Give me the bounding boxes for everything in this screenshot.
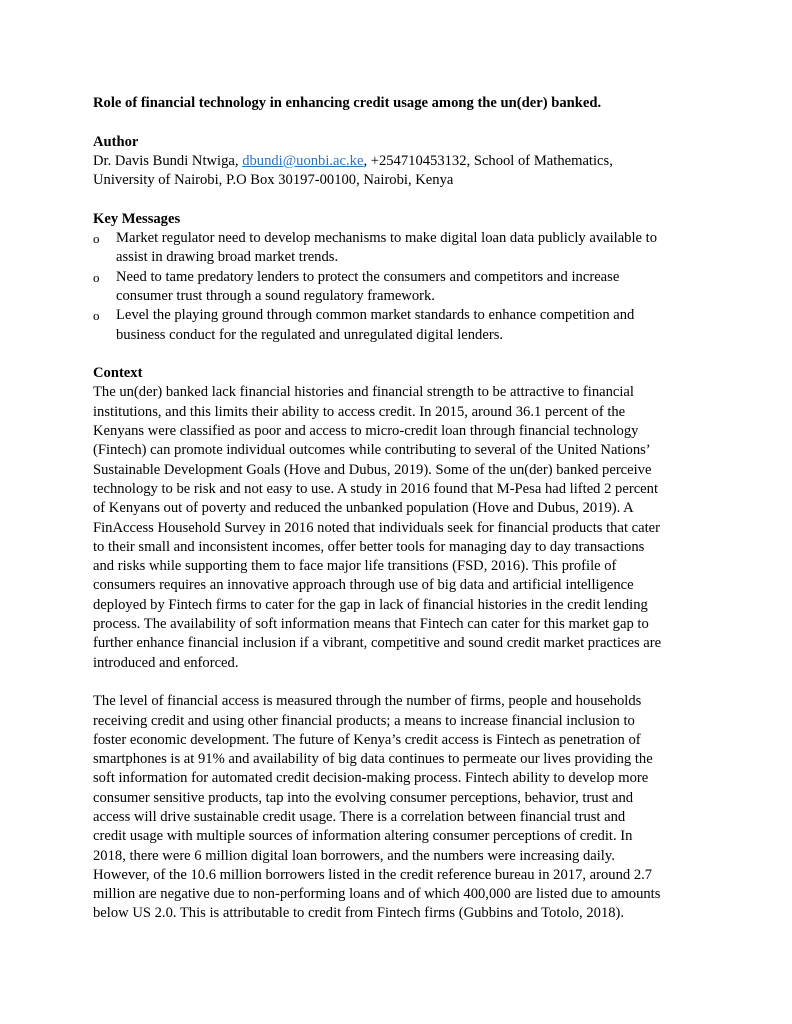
key-message-line: Need to tame predatory lenders to protect the consumers and competitors and increase <box>116 268 620 285</box>
paragraph-line: of Kenyans out of poverty and reduced the unbanked population (Hove and Dubus, 2019). A <box>93 500 634 517</box>
document-page <box>93 94 705 924</box>
paragraph-line: FinAccess Household Survey in 2016 noted that individuals seek for financial products that cater <box>93 519 660 536</box>
key-message-line: business conduct for the regulated and unregulated digital lenders. <box>116 326 504 343</box>
context-section <box>93 364 705 924</box>
paragraph-line: The un(der) banked lack financial histories and financial strength to be attractive to financial <box>93 384 634 401</box>
key-message-item <box>93 306 705 345</box>
key-messages-list <box>93 229 705 345</box>
paragraph-line: However, of the 10.6 million borrowers listed in the credit reference bureau in 2017, around 2.7 <box>93 866 653 883</box>
key-messages-heading: Key Messages <box>93 210 181 227</box>
paragraph-line: access will drive sustainable credit usage. There is a correlation between financial trust and <box>93 808 626 825</box>
paragraph-line: (Fintech) can promote individual outcomes while contributing to several of the United Nations’ <box>93 442 651 459</box>
paragraph-line: process. The availability of soft information means that Fintech can cater for this market gap to <box>93 616 649 633</box>
context-paragraph-1 <box>93 383 705 672</box>
key-message-line: assist in drawing broad market trends. <box>116 249 339 266</box>
paragraph-line: credit usage with multiple sources of information altering consumer perceptions of credit. In <box>93 828 633 845</box>
paragraph-line: consumers requires an innovative approach through use of big data and artificial intelligence <box>93 577 634 594</box>
author-section <box>93 133 705 191</box>
key-message-line: Level the playing ground through common market standards to enhance competition and <box>116 307 635 324</box>
paragraph-line: institutions, and this limits their ability to access credit. In 2015, around 36.1 percent of the <box>93 403 626 420</box>
paragraph-line: million are negative due to non-performing loans and of which 400,000 are listed due to amounts <box>93 886 661 903</box>
paragraph-line: below US 2.0. This is attributable to credit from Fintech firms (Gubbins and Totolo, 2018). <box>93 905 625 922</box>
key-message-line: Market regulator need to develop mechanisms to make digital loan data publicly available to <box>116 230 658 247</box>
paragraph-line: deployed by Fintech firms to cater for the gap in lack of financial histories in the credit lending <box>93 596 648 613</box>
author-name: Dr. Davis Bundi Ntwiga, <box>93 152 243 169</box>
context-paragraph-2 <box>93 692 705 924</box>
hollow-circle-bullet-icon: o <box>93 308 100 324</box>
key-messages-section <box>93 210 705 345</box>
author-address: University of Nairobi, P.O Box 30197-00100, Nairobi, Kenya <box>93 172 454 189</box>
paragraph-line: 2018, there were 6 million digital loan borrowers, and the numbers were increasing daily. <box>93 847 615 864</box>
paragraph-line: Kenyans were classified as poor and access to micro-credit loan through financial technology <box>93 423 639 440</box>
paragraph-line: consumer sensitive products, tap into the evolving consumer perceptions, behavior, trust and <box>93 789 634 806</box>
context-heading: Context <box>93 365 143 382</box>
paragraph-line: foster economic development. The future of Kenya’s credit access is Fintech as penetration of <box>93 731 641 748</box>
key-message-item <box>93 268 705 307</box>
paragraph-line: soft information for automated credit decision-making process. Fintech ability to develop more <box>93 770 649 787</box>
author-heading: Author <box>93 133 139 150</box>
paragraph-line: Sustainable Development Goals (Hove and Dubus, 2019). Some of the un(der) banked perceive <box>93 461 652 478</box>
author-line <box>93 152 705 171</box>
paragraph-line: technology to be risk and not easy to use. A study in 2016 found that M-Pesa had lifted 2 percent <box>93 480 659 497</box>
paragraph-line: to their small and inconsistent incomes, offer better tools for managing day to day transactions <box>93 538 645 555</box>
paragraph-line: smartphones is at 91% and availability of big data continues to permeate our lives providing the <box>93 751 653 768</box>
author-email-link[interactable]: dbundi@uonbi.ac.ke <box>242 152 364 169</box>
paragraph-line: receiving credit and using other financial products; a means to increase financial inclusion to <box>93 712 635 729</box>
document-title: Role of financial technology in enhancing credit usage among the un(der) banked. <box>93 95 602 111</box>
hollow-circle-bullet-icon: o <box>93 231 100 247</box>
paragraph-line: introduced and enforced. <box>93 654 239 671</box>
author-contact-details: , +254710453132, School of Mathematics, <box>363 152 613 169</box>
paragraph-line: further enhance financial inclusion if a vibrant, competitive and sound credit market practices are <box>93 635 662 652</box>
key-message-line: consumer trust through a sound regulatory framework. <box>116 287 435 304</box>
key-message-item <box>93 229 705 268</box>
paragraph-line: The level of financial access is measured through the number of firms, people and households <box>93 693 642 710</box>
paragraph-line: and risks while supporting them to face major life transitions (FSD, 2016). This profile of <box>93 558 617 575</box>
hollow-circle-bullet-icon: o <box>93 269 100 285</box>
